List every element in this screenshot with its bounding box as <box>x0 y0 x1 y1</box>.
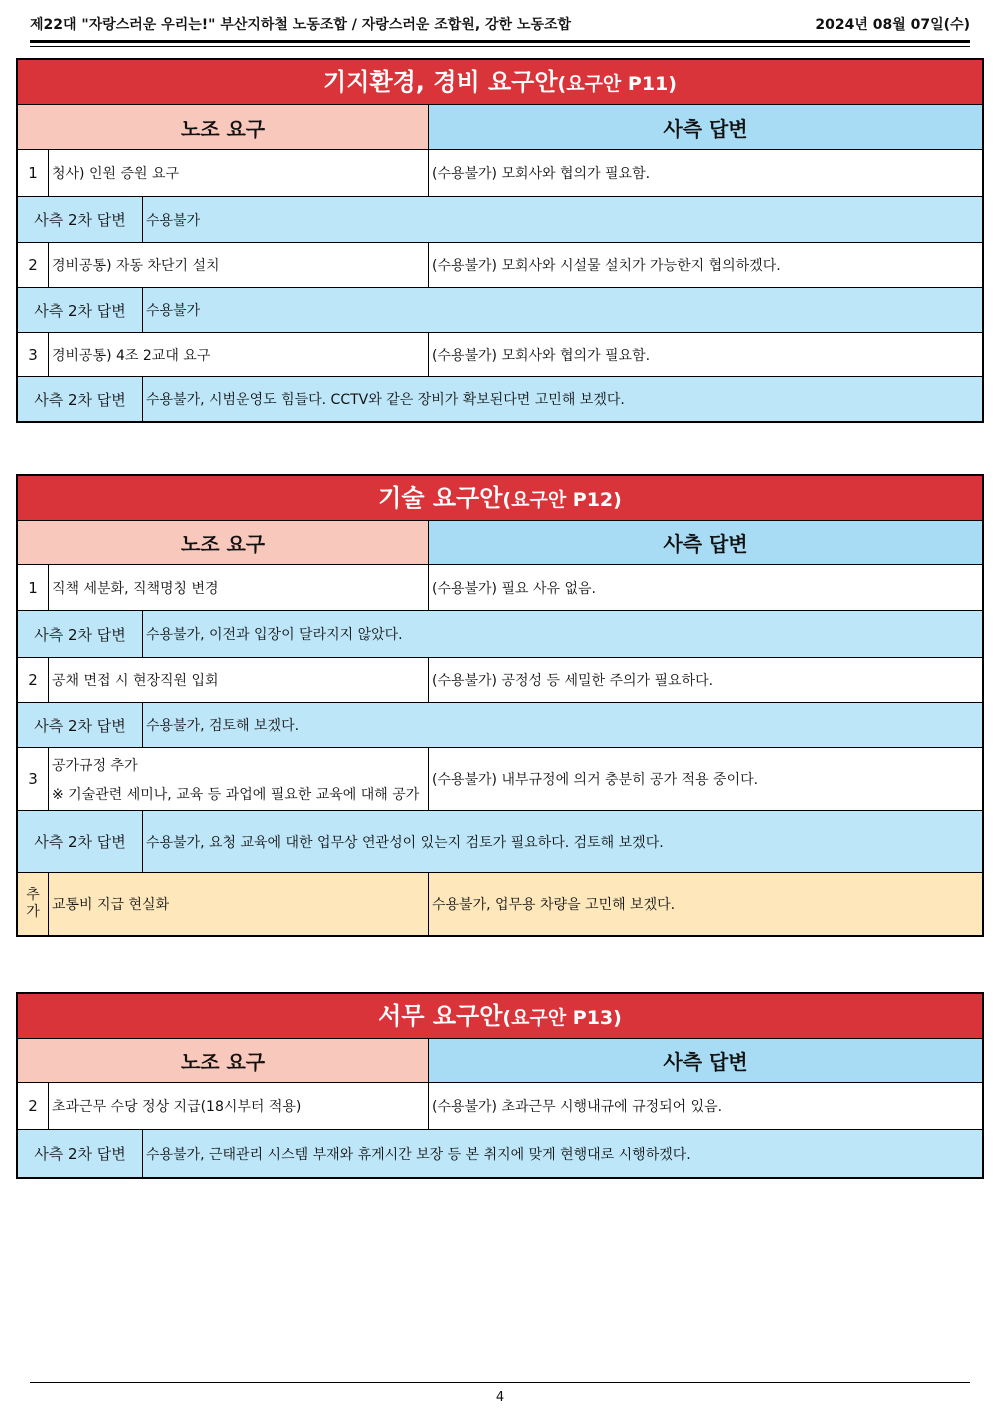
company-answer: (수용불가) 초과근무 시행내규에 규정되어 있음. <box>432 1099 723 1115</box>
section-title-sub: (요구안 P13) <box>502 1007 622 1029</box>
demand-text: 교통비 지급 현실화 <box>52 897 170 913</box>
company-column-header: 사측 답변 <box>429 105 982 149</box>
additional-marker-top: 추 <box>26 887 40 903</box>
demand-row <box>18 565 982 611</box>
header-date: 2024년 08월 07일(수) <box>815 17 970 33</box>
second-answer-value: 수용불가 <box>146 212 201 229</box>
demand-row <box>18 333 982 377</box>
header-title: 제22대 "자랑스러운 우리는!" 부산지하철 노동조합 / 자랑스러운 조합원, 강한 노동조합 <box>30 17 572 33</box>
demand-row <box>18 748 982 811</box>
second-answer-row <box>18 288 982 333</box>
section-administration <box>16 992 984 1179</box>
union-demand <box>49 333 429 376</box>
demand-text: 공채 면접 시 현장직원 입회 <box>52 673 219 689</box>
second-answer-label: 사측 2차 답변 <box>18 811 143 872</box>
second-answer-value: 수용불가, 근태관리 시스템 부재와 휴게시간 보장 등 본 취지에 맞게 현행대로 시행하겠다. <box>146 1146 691 1163</box>
item-number: 1 <box>18 150 49 196</box>
item-number: 2 <box>18 658 49 702</box>
second-answer-row <box>18 197 982 243</box>
union-column-header: 노조 요구 <box>18 105 429 149</box>
union-demand <box>49 658 429 702</box>
second-answer-row <box>18 611 982 658</box>
company-answer: (수용불가) 내부규정에 의거 충분히 공가 적용 중이다. <box>432 772 759 788</box>
section-title <box>18 476 982 521</box>
second-answer-label: 사측 2차 답변 <box>18 703 143 747</box>
second-answer-row <box>18 1130 982 1177</box>
item-number: 3 <box>18 748 49 810</box>
second-answer-value: 수용불가 <box>146 303 201 319</box>
company-answer: (수용불가) 모회사와 협의가 필요함. <box>432 347 651 364</box>
company-answer: (수용불가) 모회사와 협의가 필요함. <box>432 166 651 182</box>
union-demand <box>49 150 429 196</box>
item-number: 1 <box>18 565 49 610</box>
demand-row <box>18 243 982 288</box>
document-header <box>30 10 970 38</box>
union-demand <box>49 243 429 287</box>
section-title-text: 기술 요구안 <box>378 484 503 512</box>
section-facility-security <box>16 58 984 423</box>
additional-marker <box>18 873 49 935</box>
item-number: 2 <box>18 243 49 287</box>
demand-text: 경비공통) 4조 2교대 요구 <box>52 347 211 364</box>
company-answer: (수용불가) 공정성 등 세밀한 주의가 필요하다. <box>432 673 714 689</box>
second-answer-label: 사측 2차 답변 <box>18 611 143 657</box>
demand-text: 경비공통) 자동 차단기 설치 <box>52 258 220 274</box>
demand-row <box>18 1083 982 1130</box>
header-rule-thick <box>30 40 970 43</box>
second-answer-label: 사측 2차 답변 <box>18 377 143 421</box>
union-demand <box>49 873 429 935</box>
company-column-header: 사측 답변 <box>429 521 982 564</box>
section-technical <box>16 474 984 937</box>
second-answer-label: 사측 2차 답변 <box>18 197 143 242</box>
second-answer-value: 수용불가, 검토해 보겠다. <box>146 718 300 734</box>
page-number: 4 <box>495 1390 505 1405</box>
second-answer-label: 사측 2차 답변 <box>18 1130 143 1177</box>
union-demand <box>49 1083 429 1129</box>
footer-rule <box>30 1382 970 1383</box>
additional-marker-bottom: 가 <box>26 904 40 920</box>
company-answer: (수용불가) 모회사와 시설물 설치가 가능한지 협의하겠다. <box>432 258 781 274</box>
section-title-text: 서무 요구안 <box>378 1002 503 1030</box>
section-title <box>18 60 982 105</box>
section-title-sub: (요구안 P11) <box>557 73 677 95</box>
second-answer-row <box>18 703 982 748</box>
company-column-header: 사측 답변 <box>429 1039 982 1082</box>
demand-text: 직책 세분화, 직책명칭 변경 <box>52 580 219 597</box>
demand-row <box>18 658 982 703</box>
second-answer-row <box>18 811 982 873</box>
demand-row <box>18 150 982 197</box>
demand-note: ※ 기술관련 세미나, 교육 등 과업에 필요한 교육에 대해 공가 <box>52 786 420 803</box>
second-answer-value: 수용불가, 시범운영도 힘들다. CCTV와 같은 장비가 확보된다면 고민해 보겠다. <box>146 392 625 408</box>
demand-text: 청사) 인원 증원 요구 <box>52 166 180 182</box>
section-title-sub: (요구안 P12) <box>502 489 622 511</box>
company-answer: 수용불가, 업무용 차량을 고민해 보겠다. <box>432 897 676 913</box>
union-column-header: 노조 요구 <box>18 1039 429 1082</box>
union-demand <box>49 748 429 810</box>
demand-text: 공가규정 추가 <box>52 757 138 774</box>
additional-demand-row <box>18 873 982 935</box>
item-number: 3 <box>18 333 49 376</box>
column-header-row <box>18 521 982 565</box>
second-answer-value: 수용불가, 이전과 입장이 달라지지 않았다. <box>146 627 403 643</box>
company-answer: (수용불가) 필요 사유 없음. <box>432 580 596 597</box>
section-title-text: 기지환경, 경비 요구안 <box>323 68 558 96</box>
item-number: 2 <box>18 1083 49 1129</box>
second-answer-row <box>18 377 982 421</box>
header-rule-thin <box>30 46 970 47</box>
column-header-row <box>18 105 982 150</box>
second-answer-value: 수용불가, 요청 교육에 대한 업무상 연관성이 있는지 검토가 필요하다. 검토해 보겠다. <box>146 834 664 851</box>
union-demand <box>49 565 429 610</box>
union-column-header: 노조 요구 <box>18 521 429 564</box>
section-title <box>18 994 982 1039</box>
demand-text: 초과근무 수당 정상 지급(18시부터 적용) <box>52 1099 302 1115</box>
second-answer-label: 사측 2차 답변 <box>18 288 143 332</box>
column-header-row <box>18 1039 982 1083</box>
